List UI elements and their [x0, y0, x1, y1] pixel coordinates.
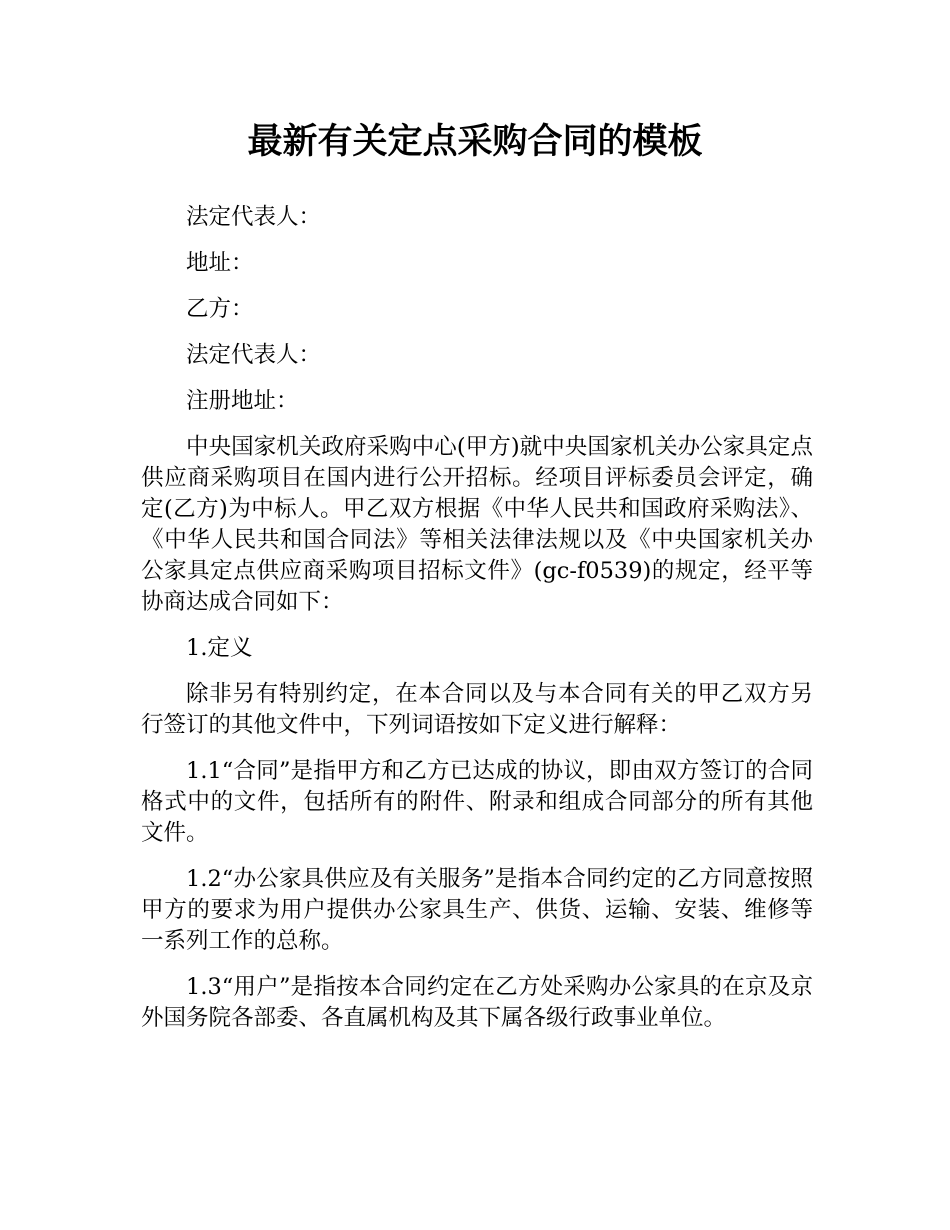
- paragraph-definition-1-2: 1.2“办公家具供应及有关服务”是指本合同约定的乙方同意按照甲方的要求为用户提供办公家具生产、供货、运输、安装、维修等一系列工作的总称。: [141, 866, 813, 954]
- paragraph-address: 地址：: [186, 250, 254, 276]
- paragraph-definition-1-3: 1.3“用户”是指按本合同约定在乙方处采购办公家具的在京及京外国务院各部委、各直属机构及其下属各级行政事业单位。: [141, 974, 813, 1031]
- paragraph-section-heading-definitions: 1.定义: [186, 635, 253, 661]
- paragraph-legal-representative-b: 法定代表人：: [186, 342, 322, 368]
- paragraph-definition-1-1: 1.1“合同”是指甲方和乙方已达成的协议，即由双方签订的合同格式中的文件，包括所有的附件、附录和组成合同部分的所有其他文件。: [141, 758, 813, 846]
- paragraph-definitions-intro: 除非另有特别约定，在本合同以及与本合同有关的甲乙双方另行签订的其他文件中，下列词语按如下定义进行解释：: [141, 681, 813, 738]
- document-title: 最新有关定点采购合同的模板: [247, 122, 703, 162]
- paragraph-party-b: 乙方：: [186, 296, 254, 322]
- document-body: [141, 202, 813, 1049]
- paragraph-preamble: 中央国家机关政府采购中心(甲方)就中央国家机关办公家具定点供应商采购项目在国内进行公开招标。经项目评标委员会评定，确定(乙方)为中标人。甲乙双方根据《中华人民共和国政府采购法》、《中华人民共和国合同法》等相关法律法规以及《中央国家机关办公家具定点供应商采购项目招标文件》(gc-f0539)的规定，经平等协商达成合同如下：: [141, 434, 813, 615]
- paragraph-legal-representative-a: 法定代表人：: [186, 204, 322, 230]
- paragraph-registered-address: 注册地址：: [186, 388, 299, 414]
